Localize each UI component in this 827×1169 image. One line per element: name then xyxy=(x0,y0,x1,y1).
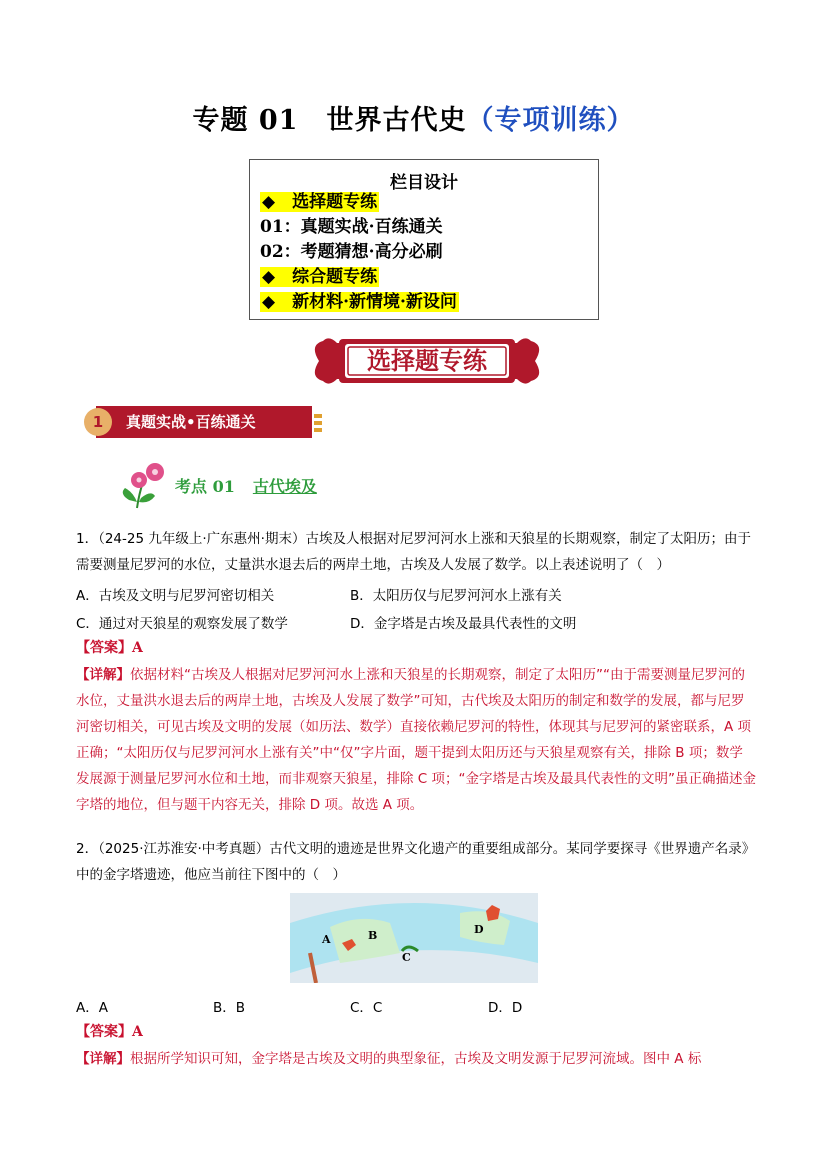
question-2-detail: 【详解】根据所学知识可知，金字塔是古埃及文明的典型象征，古埃及文明发源于尼罗河流域。图中 A 标 xyxy=(76,1051,702,1067)
section-tag-number: 1 xyxy=(92,413,104,431)
section-tag xyxy=(84,404,324,440)
question-1-option-b: B．太阳历仅与尼罗河河水上涨有关 xyxy=(350,588,562,604)
question-1-option-d: D．金字塔是古埃及最具代表性的文明 xyxy=(350,616,577,632)
question-1-answer: 【答案】A xyxy=(76,640,143,656)
question-1-detail: 【详解】依据材料“古埃及人根据对尼罗河河水上涨和天狼星的长期观察，制定了太阳历”“由于需要测量尼罗河的水位，丈量洪水退去后的两岸土地，古埃及人发展了数学”可知，古代埃及太阳历的制定和数学的发展，都与尼罗河密切相关，可见古埃及文明的发展（如历法、数学）直接依赖尼罗河的特性，体现其与尼罗河的紧密联系，A 项正确；“太阳历仅与尼罗河河水上涨有关”中“仅”字片面，题干提到太阳历还与天狼星观察有关，排除 B 项；数学发展源于测量尼罗河水位和土地，而非观察天狼星，排除 C 项；“金字塔是古埃及最具代表性的文明”虽正确描述金字塔的地位，但与题干内容无关，排除 D 项。故选 A 项。 xyxy=(76,667,756,813)
question-2-stem: 2．（2025·江苏淮安·中考真题）古代文明的遗迹是世界文化遗产的重要组成部分。某同学要探寻《世界遗产名录》中的金字塔遗迹，他应当前往下图中的（ ） xyxy=(76,841,756,883)
question-2-option-d: D．D xyxy=(488,1000,523,1016)
world-heritage-map xyxy=(290,893,538,983)
question-1-stem: 1．（24-25 九年级上·广东惠州·期末）古埃及人根据对尼罗河河水上涨和天狼星的长期观察，制定了太阳历；由于需要测量尼罗河的水位，丈量洪水退去后的两岸土地，古埃及人发展了数学。以上表述说明了（ ） xyxy=(76,531,751,573)
question-2-option-a: A．A xyxy=(76,1000,108,1016)
menu-item-choice: ◆ 选择题专练 xyxy=(262,192,378,212)
column-design-box xyxy=(249,159,599,320)
page-title: 专题 01 世界古代史（专项训练） xyxy=(192,105,635,136)
banner-text: 选择题专练 xyxy=(367,346,487,375)
map-label-c: C xyxy=(402,951,411,964)
menu-item-01: 01：真题实战·百练通关 xyxy=(260,217,443,237)
question-2-option-b: B．B xyxy=(213,1000,246,1016)
map-label-a: A xyxy=(322,933,331,946)
question-1-option-a: A．古埃及文明与尼罗河密切相关 xyxy=(76,588,275,604)
flower-icon xyxy=(115,460,171,514)
question-1-option-c: C．通过对天狼星的观察发展了数学 xyxy=(76,616,288,632)
column-design-heading: 栏目设计 xyxy=(390,173,458,193)
menu-item-02: 02：考题猜想·高分必刷 xyxy=(260,242,443,262)
map-label-d: D xyxy=(474,923,484,936)
section-banner xyxy=(309,335,545,387)
menu-item-comprehensive: ◆ 综合题专练 xyxy=(262,267,378,287)
map-label-b: B xyxy=(368,929,378,942)
kaodian-heading: 考点 01 古代埃及 xyxy=(175,477,317,496)
section-tag-text: 真题实战•百练通关 xyxy=(126,413,256,431)
question-2-answer: 【答案】A xyxy=(76,1024,143,1040)
menu-item-new-material: ◆ 新材料·新情境·新设问 xyxy=(262,292,457,312)
question-2-option-c: C．C xyxy=(350,1000,383,1016)
